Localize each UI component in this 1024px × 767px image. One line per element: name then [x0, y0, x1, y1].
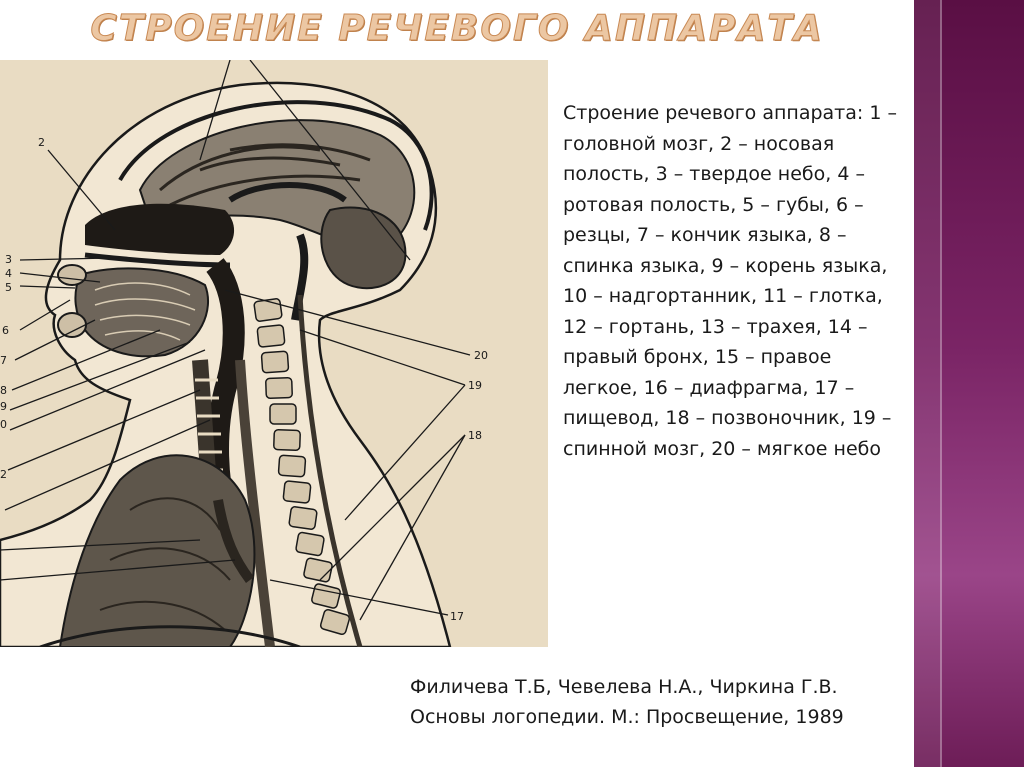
figure-label: 7: [0, 354, 7, 367]
figure-label: 2: [38, 136, 45, 149]
figure-label: 19: [468, 379, 482, 392]
figure-caption: Строение речевого аппарата: 1 – головной мозг, 2 – носовая полость, 3 – твердое небо, 4 – ротовая полость, 5 – губы, 6 – резцы, 7 – кончик языка, 8 – спинка языка, 9 – корень языка, 10 – надгортанник, 11 – глотка, 12 – гортань, 13 – трахея, 14 – правый бронх, 15 – правое легкое, 16 – диафрагма, 17 – пищевод, 18 – позвоночник, 19 – спинной мозг, 20 – мягкое небо: [563, 102, 897, 460]
figure-label: 20: [474, 349, 488, 362]
figure-label: 18: [468, 429, 482, 442]
source-citation: Филичева Т.Б, Чевелева Н.А., Чиркина Г.В. Основы логопедии. М.: Просвещение, 1989: [410, 676, 844, 728]
side-decoration-band: [914, 0, 1024, 767]
slide-title: СТРОЕНИЕ РЕЧЕВОГО АППАРАТА: [90, 8, 824, 49]
head-cross-section-illustration: [0, 60, 548, 647]
figure-label: 3: [5, 253, 12, 266]
figure-label: 5: [5, 281, 12, 294]
figure-label: 4: [5, 267, 12, 280]
anatomy-figure: [0, 60, 548, 647]
figure-label: 0: [0, 418, 7, 431]
figure-label: 9: [0, 400, 7, 413]
figure-label: 2: [0, 468, 7, 481]
figure-label: 8: [0, 384, 7, 397]
figure-label: 17: [450, 610, 464, 623]
figure-label: 6: [2, 324, 9, 337]
